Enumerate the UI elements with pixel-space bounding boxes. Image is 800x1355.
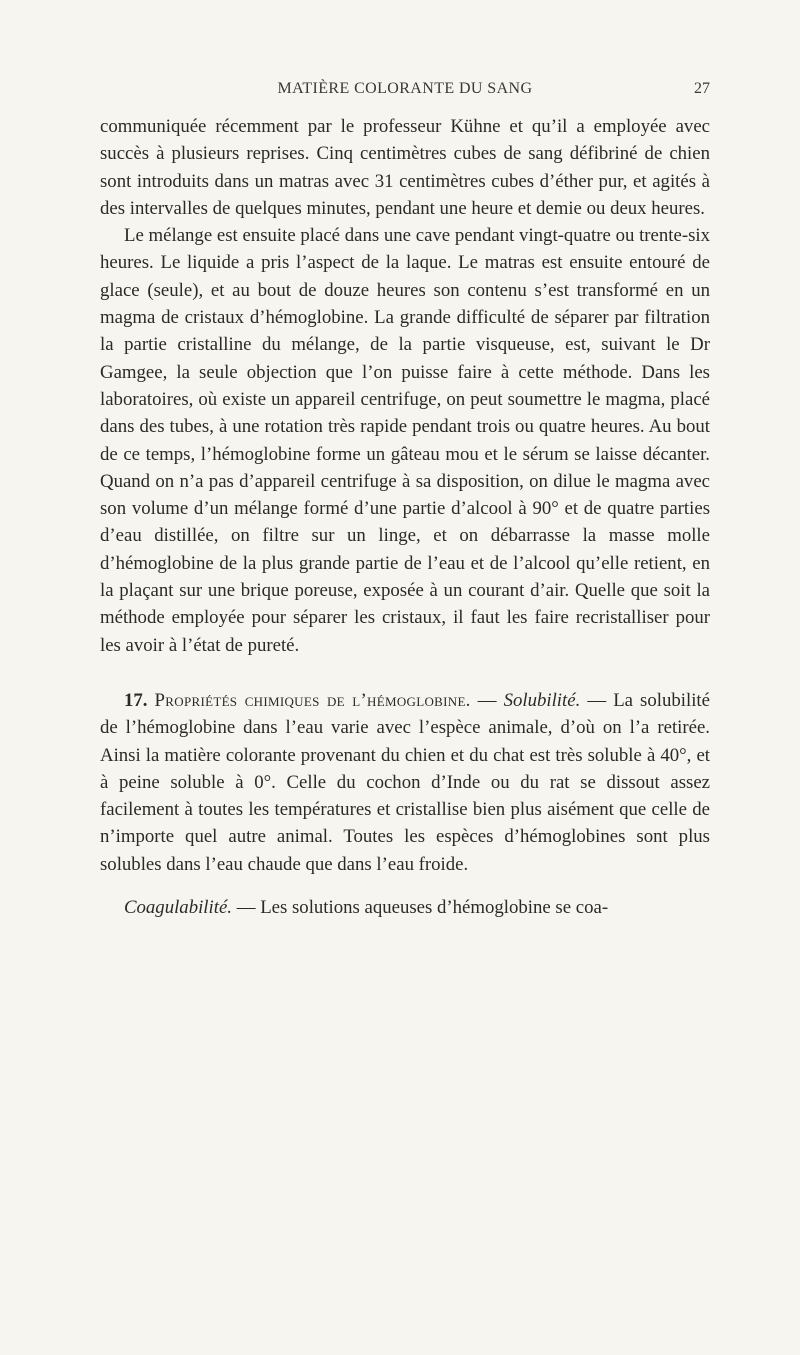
page-number: 27 [694, 80, 710, 97]
coagulabilite-text: Les solutions aqueuses d’hémoglobine se coa- [260, 897, 609, 919]
section-title: Propriétés chimiques de l’hémoglobine. [154, 689, 471, 711]
paragraph-method: Le mélange est ensuite placé dans une cave pendant vingt-quatre ou trente-six heures. Le liquide a pris l’aspect de la laque. Le matras est ensuite entouré de glace (seule), et au bout de douze heures son contenu s’est transformé en un magma de cristaux d’hémoglobine. La grande difficulté de séparer par filtration la partie cristalline du mélange, de la partie visqueuse, est, suivant le Dr Gamgee, la seule objection que l’on puisse faire à cette méthode. Dans les laboratoires, où existe un appareil centrifuge, on peut soumettre le magma, placé dans des tubes, à une rotation très rapide pendant trois ou quatre heures. Au bout de ce temps, l’hémoglobine forme un gâteau mou et le sérum se laisse décanter. Quand on n’a pas d’appareil centrifuge à sa disposition, on dilue le magma avec son volume d’un mélange formé d’une partie d’alcool à 90° et de quatre parties d’eau distillée, on filtre sur un linge, et on débarrasse la masse molle d’hémoglobine de la plus grande partie de l’eau et de l’alcool qu’elle retient, en la plaçant sur une brique poreuse, exposée à un courant d’air. Quelle que soit la méthode employée pour séparer les cristaux, il faut les faire recristalliser pour les avoir à l’état de pureté. [100, 225, 710, 656]
paragraph-continuation: communiquée récemment par le professeur Kühne et qu’il a employée avec succès à plusieurs reprises. Cinq centimètres cubes de sang défibriné de chien sont introduits dans un matras avec 31 centimètres cubes d’éther pur, et agités à des intervalles de quelques minutes, pendant une heure et demie ou deux heures. [100, 116, 710, 219]
subsection-title-solubilite: Solubilité. [503, 689, 581, 711]
section-17-paragraph [100, 687, 710, 878]
solubilite-text: La solubilité de l’hémoglobine dans l’eau varie avec l’espèce animale, d’où on l’a retirée. Ainsi la matière colorante provenant du chien et du chat est très soluble à 40°, et à peine soluble à 0°. Celle du cochon d’Inde ou du rat se dissout assez facilement à toutes les températures et cristallise bien plus aisément que celle de n’importe quel autre animal. Toutes les espèces d’hémoglobines sont plus solubles dans l’eau chaude que dans l’eau froide. [100, 689, 710, 875]
section-dash: — [477, 689, 497, 711]
subsection-title-coagulabilite: Coagulabilité. [124, 897, 232, 919]
section-number: 17. [124, 689, 148, 711]
body-text [100, 113, 710, 921]
coagulabilite-paragraph [100, 894, 710, 921]
subsection-dash: — [587, 689, 607, 711]
running-title: MATIÈRE COLORANTE DU SANG [277, 80, 533, 97]
coagulabilite-dash: — [236, 897, 256, 919]
running-head [100, 80, 710, 104]
